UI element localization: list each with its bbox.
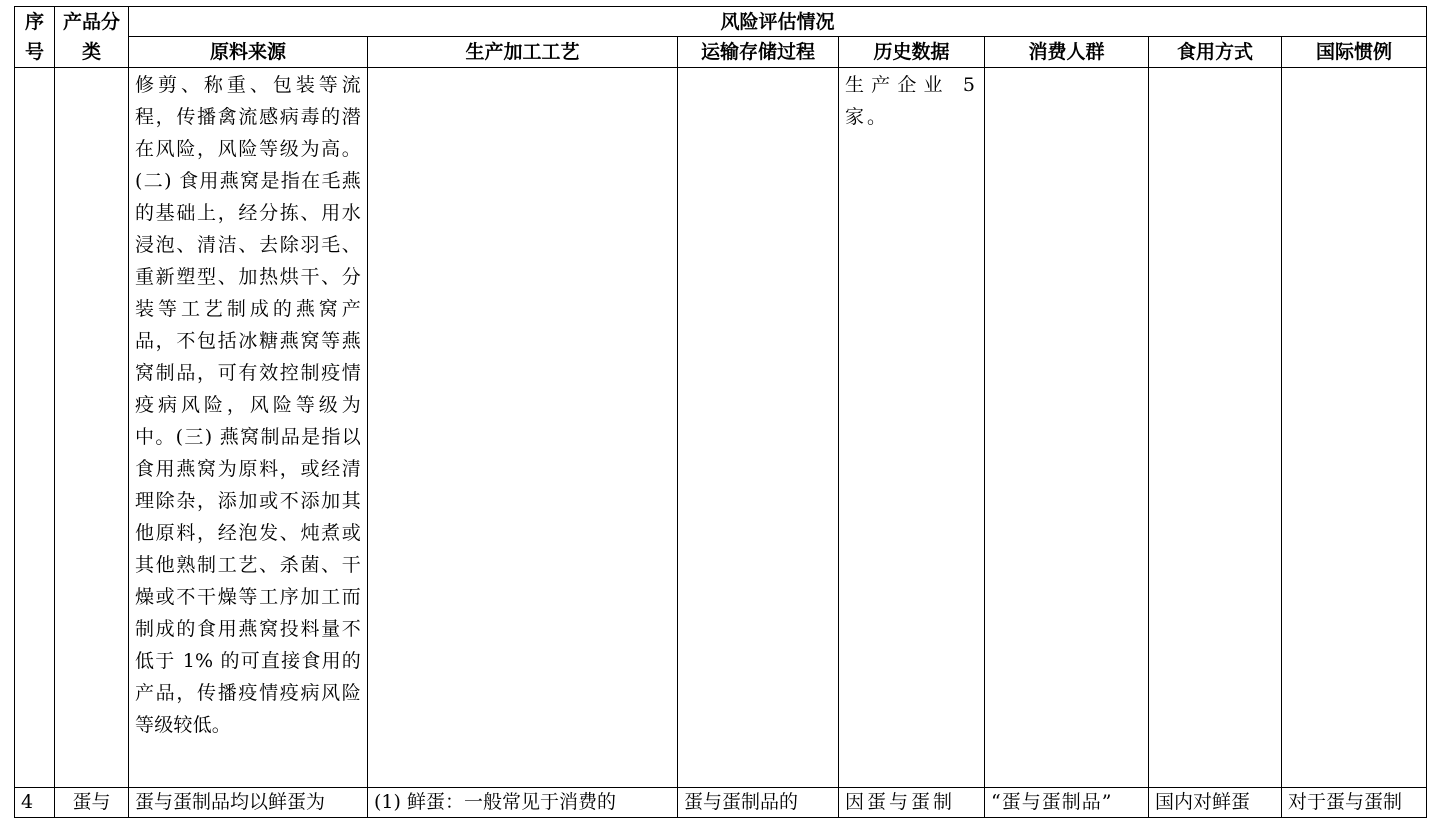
table-row (15, 788, 1427, 818)
cell-transport: 蛋与蛋制品的 (678, 788, 839, 818)
cell-intl: 对于蛋与蛋制 (1282, 788, 1427, 818)
header-raw-source: 原料来源 (129, 37, 368, 68)
table-row (15, 68, 1427, 788)
header-index: 序号 (15, 7, 55, 68)
header-history-data: 历史数据 (839, 37, 985, 68)
header-intl-practice: 国际惯例 (1282, 37, 1427, 68)
cell-transport (678, 68, 839, 788)
cell-index: 4 (15, 788, 55, 818)
risk-assessment-table (14, 6, 1427, 818)
cell-category (55, 68, 129, 788)
cell-processing (368, 68, 678, 788)
header-consumers: 消费人群 (985, 37, 1149, 68)
header-processing: 生产加工工艺 (368, 37, 678, 68)
cell-raw-source: 蛋与蛋制品均以鲜蛋为 (129, 788, 368, 818)
cell-processing: (1) 鲜蛋：一般常见于消费的 (368, 788, 678, 818)
cell-consumers (985, 68, 1149, 788)
header-category: 产品分类 (55, 7, 129, 68)
document-page (14, 6, 1426, 818)
cell-history: 生产企业 5 家。 (839, 68, 985, 788)
cell-raw-source: 修剪、称重、包装等流程，传播禽流感病毒的潜在风险，风险等级为高。(二) 食用燕窝是指在毛燕的基础上，经分拣、用水浸泡、清洁、去除羽毛、重新塑型、加热烘干、分装等工艺制成的燕窝产品，不包括冰糖燕窝等燕窝制品，可有效控制疫情疫病风险，风险等级为中。(三) 燕窝制品是指以食用燕窝为原料，或经清理除杂，添加或不添加其他原料，经泡发、炖煮或其他熟制工艺、杀菌、干燥或不干燥等工序加工而制成的食用燕窝投料量不低于 1% 的可直接食用的产品，传播疫情疫病风险等级较低。 (129, 68, 368, 788)
header-transport-storage: 运输存储过程 (678, 37, 839, 68)
cell-history: 因蛋与蛋制 (839, 788, 985, 818)
cell-usage: 国内对鲜蛋 (1149, 788, 1282, 818)
cell-intl (1282, 68, 1427, 788)
cell-usage (1149, 68, 1282, 788)
header-risk-assessment: 风险评估情况 (129, 7, 1427, 37)
cell-index (15, 68, 55, 788)
cell-category: 蛋与 (55, 788, 129, 818)
cell-consumers: “蛋与蛋制品” (985, 788, 1149, 818)
header-usage: 食用方式 (1149, 37, 1282, 68)
